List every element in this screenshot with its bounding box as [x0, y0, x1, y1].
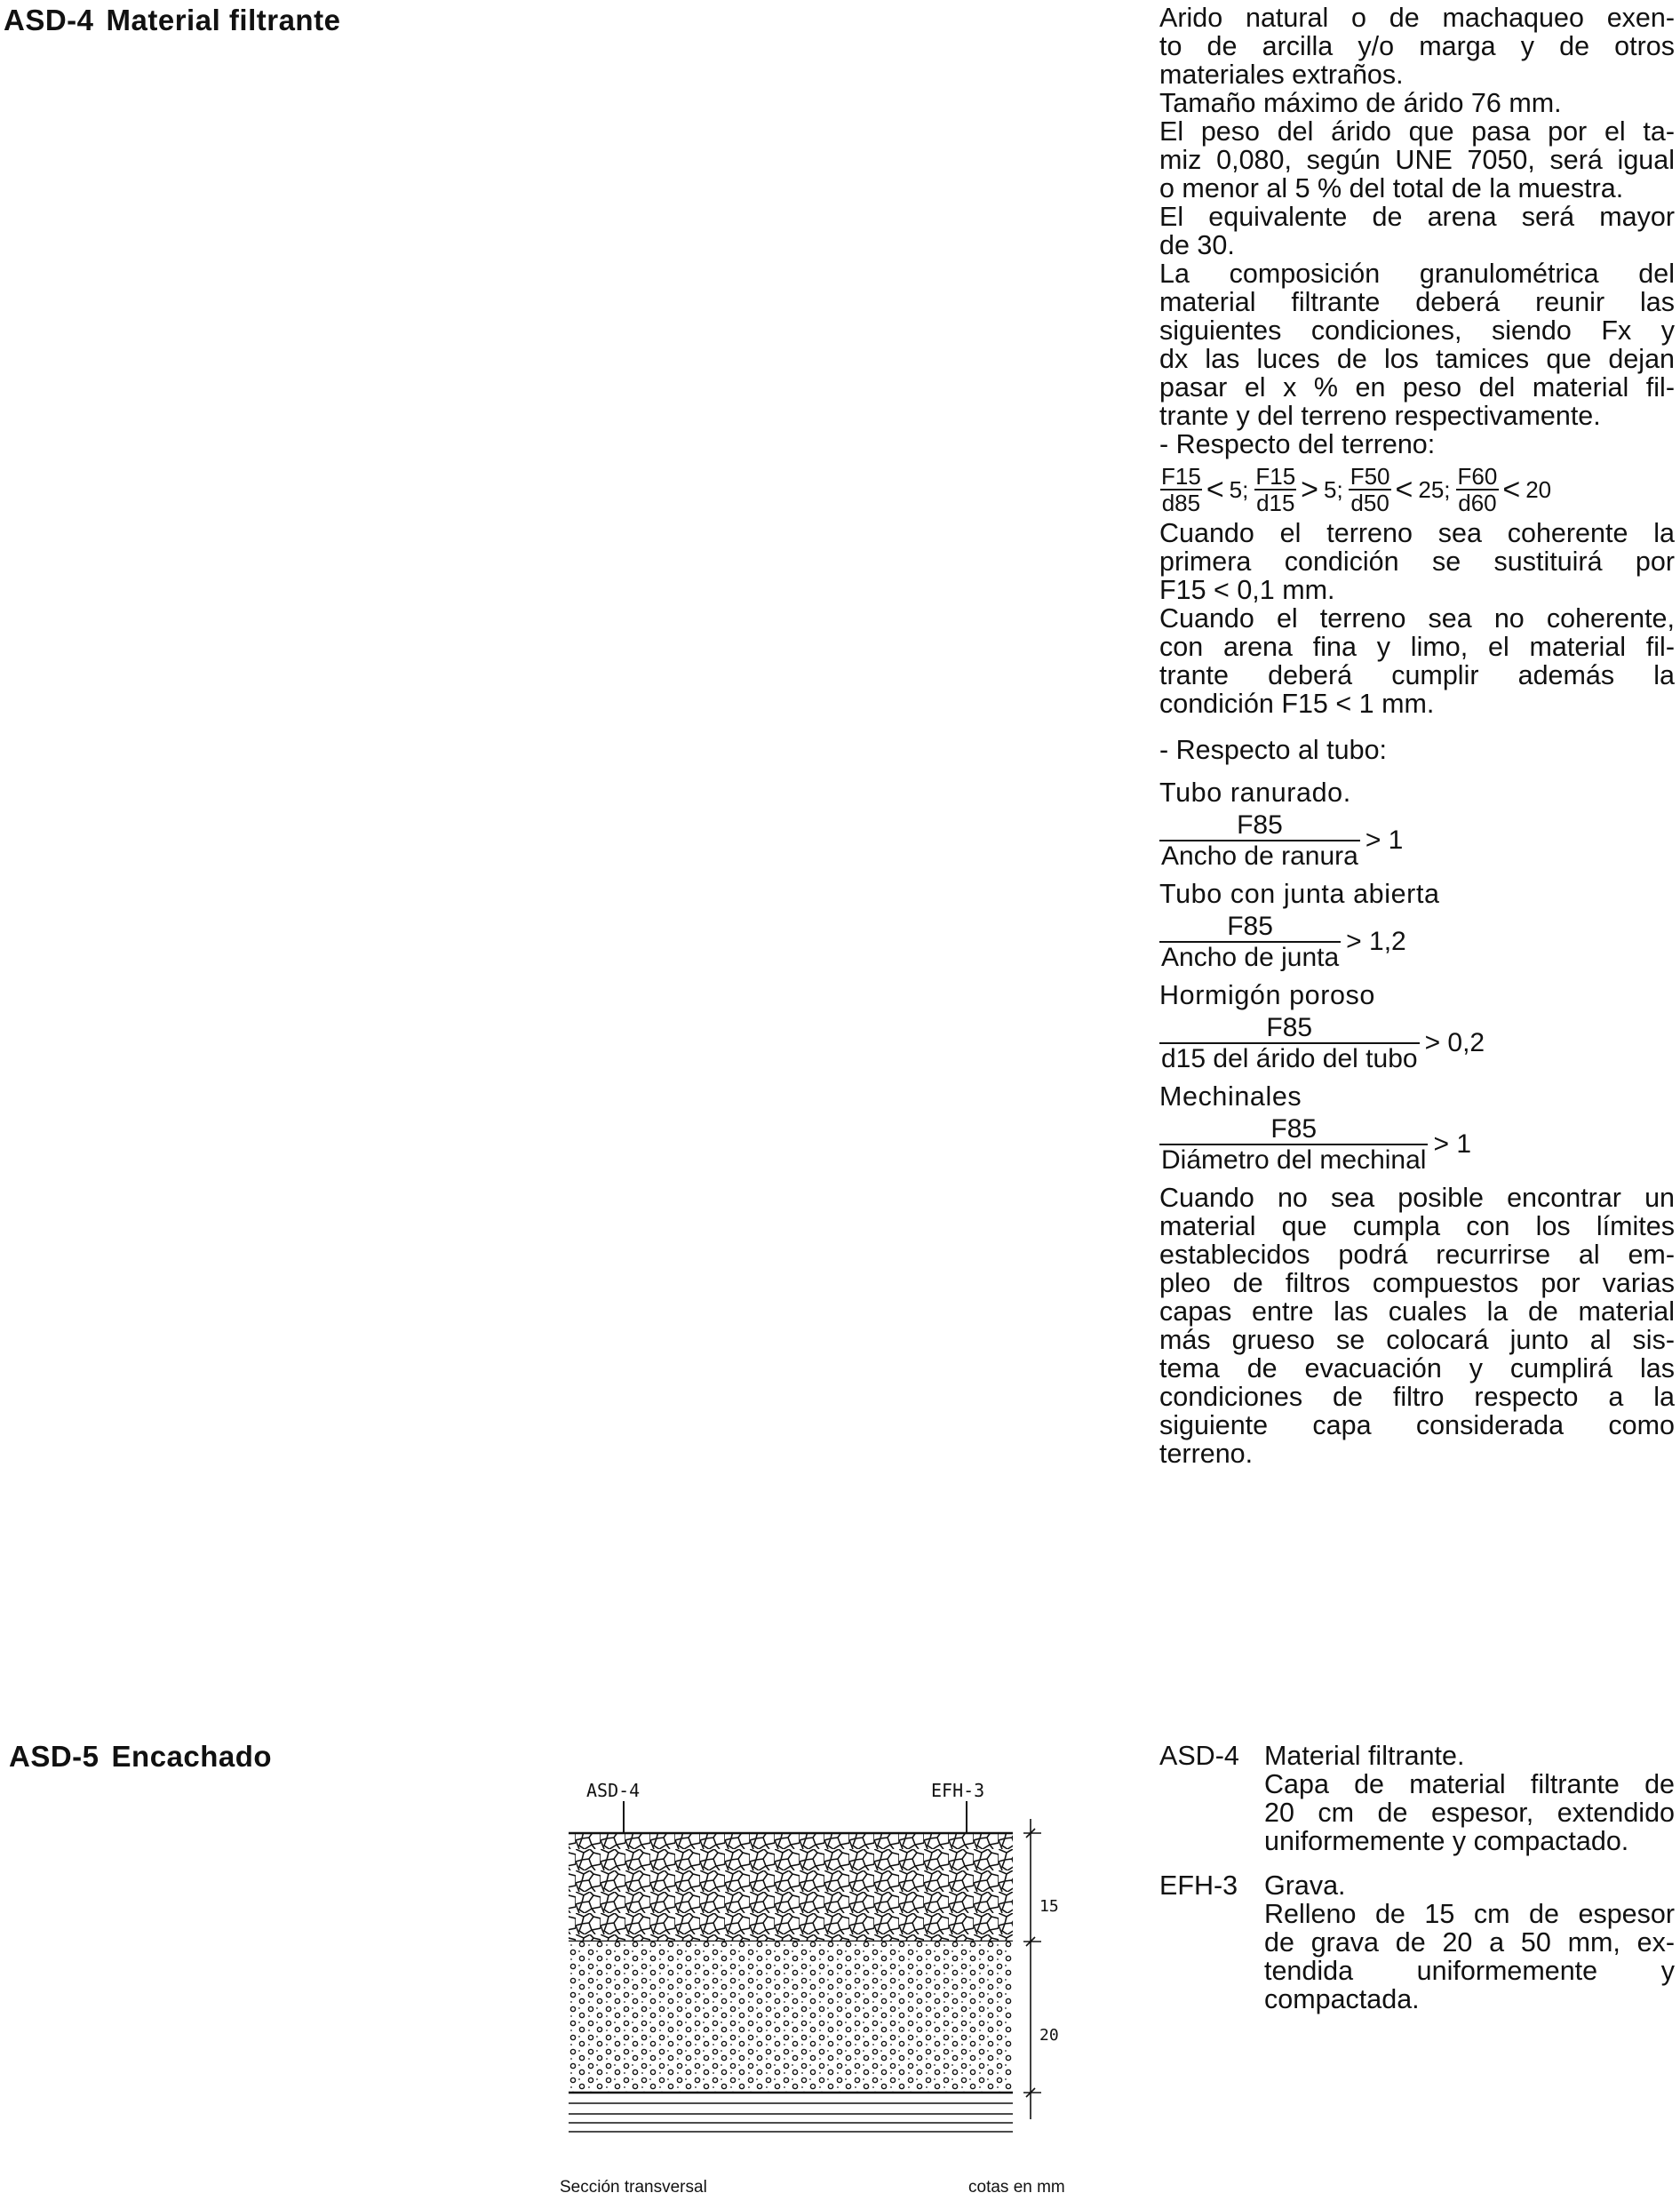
legend-code: ASD-4: [1159, 1741, 1239, 1771]
fraction-numerator: F60: [1457, 463, 1498, 490]
paragraph-block: [1159, 1184, 1675, 1468]
ratio-value: 20: [1525, 476, 1552, 503]
text-line: de 30.: [1159, 230, 1235, 260]
tube-condition-value: > 0,2: [1424, 1028, 1485, 1057]
ratio-value: 5;: [1229, 476, 1249, 503]
text-line: tema de evacuación y cumplirá las: [1159, 1353, 1675, 1384]
section-title: Material filtrante: [106, 4, 341, 36]
cross-section-drawing: [551, 1764, 1119, 2201]
ratio-relation: <: [1502, 473, 1521, 506]
text-line: condición F15 < 1 mm.: [1159, 689, 1435, 719]
fraction-denominator: d15 del árido del tubo: [1161, 1044, 1418, 1073]
asd4-text-column: [1159, 4, 1675, 1468]
tube-fraction: [1159, 1013, 1420, 1073]
fraction-denominator: d60: [1458, 490, 1497, 516]
fraction-numerator: F85: [1227, 912, 1273, 941]
tube-fraction-row: [1159, 1013, 1675, 1073]
tube-label: Mechinales: [1159, 1081, 1302, 1112]
text-line: siguiente capa considerada como: [1159, 1410, 1675, 1440]
fraction-denominator: Ancho de junta: [1161, 943, 1340, 972]
tube-condition-value: > 1: [1365, 825, 1404, 855]
fraction-denominator: d15: [1256, 490, 1295, 516]
tube-fraction-row: [1159, 912, 1675, 972]
section-heading-asd4: [4, 4, 340, 37]
ratio-fraction: [1456, 464, 1500, 515]
text-line: pleo de filtros compuestos por varias: [1159, 1268, 1675, 1298]
tube-condition-value: > 1: [1433, 1129, 1472, 1159]
text-line: siguientes condiciones, siendo Fx y: [1159, 315, 1675, 346]
section-title: Encachado: [111, 1740, 273, 1773]
tube-fraction: [1159, 912, 1341, 972]
text-line: Arido natural o de machaqueo exen-: [1159, 3, 1675, 33]
text-line: condiciones de filtro respecto a la: [1159, 1382, 1675, 1412]
tube-label: Hormigón poroso: [1159, 980, 1375, 1010]
label-asd4: ASD-4: [586, 1780, 641, 1801]
tube-fraction: [1159, 810, 1360, 871]
ratio-fraction: [1159, 464, 1203, 515]
text-line: Cuando el terreno sea coherente la: [1159, 518, 1675, 548]
legend-desc-line: Capa de material filtrante de: [1264, 1769, 1675, 1799]
tube-fraction: [1159, 1114, 1428, 1175]
tube-conditions: [1159, 778, 1675, 1175]
text-line: terreno.: [1159, 1439, 1254, 1469]
text-line: La composición granulométrica del: [1159, 259, 1675, 289]
fraction-numerator: F85: [1266, 1013, 1313, 1042]
caption-section: Sección transversal: [560, 2178, 707, 2197]
fraction-numerator: F85: [1237, 810, 1283, 840]
text-line: más grueso se colocará junto al sis-: [1159, 1325, 1675, 1355]
fraction-numerator: F15: [1255, 463, 1296, 490]
paragraph-block: [1159, 519, 1675, 718]
text-line: pasar el x % en peso del material fil-: [1159, 372, 1675, 403]
legend-item: [1159, 1742, 1675, 1855]
fraction-denominator: d50: [1350, 490, 1389, 516]
text-line: to de arcilla y/o marga y de otros: [1159, 31, 1675, 61]
text-line: Tamaño máximo de árido 76 mm.: [1159, 88, 1562, 118]
section-heading-asd5: [9, 1740, 272, 1774]
fraction-numerator: F50: [1350, 463, 1390, 490]
tube-intro: - Respecto al tubo:: [1159, 735, 1388, 765]
text-line: capas entre las cuales la de material: [1159, 1296, 1675, 1327]
text-line: Cuando el terreno sea no coherente,: [1159, 603, 1675, 634]
ratio-fraction: [1254, 464, 1297, 515]
text-line: establecidos podrá recurrirse al em-: [1159, 1240, 1675, 1270]
soil-ratio-conditions: [1159, 464, 1675, 515]
text-line: F15 < 0,1 mm.: [1159, 575, 1335, 605]
ratio-relation: >: [1301, 473, 1319, 506]
paragraph-block: [1159, 4, 1675, 459]
text-line: trante deberá cumplir además la: [1159, 660, 1675, 690]
fraction-denominator: Ancho de ranura: [1161, 841, 1358, 871]
legend-desc-line: tendida uniformemente y: [1264, 1956, 1675, 1986]
text-line: - Respecto del terreno:: [1159, 429, 1436, 459]
fraction-denominator: d85: [1161, 490, 1201, 516]
legend-desc-line: Relleno de 15 cm de espesor: [1264, 1899, 1675, 1929]
text-line: primera condición se sustituirá por: [1159, 546, 1675, 577]
legend-title: Grava.: [1264, 1870, 1346, 1901]
caption-units: cotas en mm: [968, 2178, 1065, 2197]
tube-fraction-row: [1159, 810, 1675, 871]
legend-body: [1264, 1742, 1675, 1855]
label-efh3: EFH-3: [931, 1780, 985, 1801]
text-line: El equivalente de arena será mayor: [1159, 202, 1675, 232]
tube-label: Tubo con junta abierta: [1159, 879, 1440, 909]
dimension-bottom: 20: [1039, 2026, 1059, 2045]
ratio-value: 5;: [1324, 476, 1343, 503]
ratio-value: 25;: [1418, 476, 1451, 503]
asd5-legend: [1159, 1742, 1675, 2030]
text-line: material que cumpla con los límites: [1159, 1211, 1675, 1241]
tube-label: Tubo ranurado.: [1159, 778, 1351, 808]
ratio-fraction: [1349, 464, 1392, 515]
text-line: El peso del árido que pasa por el ta-: [1159, 116, 1675, 147]
legend-title: Material filtrante.: [1264, 1741, 1465, 1771]
text-line: materiales extraños.: [1159, 60, 1404, 90]
fraction-numerator: F15: [1161, 463, 1201, 490]
legend-body: [1264, 1871, 1675, 2014]
legend-desc-line: de grava de 20 a 50 mm, ex-: [1264, 1927, 1675, 1958]
legend-desc-line: uniformemente y compactado.: [1264, 1826, 1629, 1856]
legend-item: [1159, 1871, 1675, 2014]
section-code: ASD-5: [9, 1740, 100, 1773]
dimension-top: 15: [1039, 1897, 1059, 1916]
section-svg: [551, 1764, 1119, 2181]
fraction-denominator: Diámetro del mechinal: [1161, 1145, 1427, 1175]
ratio-relation: <: [1206, 473, 1224, 506]
text-line: material filtrante deberá reunir las: [1159, 287, 1675, 317]
text-line: miz 0,080, según UNE 7050, será igual: [1159, 145, 1675, 175]
text-line: trante y del terreno respectivamente.: [1159, 401, 1601, 431]
text-line: Cuando no sea posible encontrar un: [1159, 1183, 1675, 1213]
legend-code: EFH-3: [1159, 1870, 1238, 1901]
tube-fraction-row: [1159, 1114, 1675, 1175]
text-line: o menor al 5 % del total de la muestra.: [1159, 173, 1624, 203]
text-line: dx las luces de los tamices que dejan: [1159, 344, 1675, 374]
legend-desc-line: compactada.: [1264, 1984, 1420, 2014]
section-code: ASD-4: [4, 4, 94, 36]
legend-desc-line: 20 cm de espesor, extendido: [1264, 1798, 1675, 1828]
fraction-numerator: F85: [1270, 1114, 1318, 1144]
ratio-relation: <: [1395, 473, 1413, 506]
text-line: con arena fina y limo, el material fil-: [1159, 632, 1675, 662]
tube-condition-value: > 1,2: [1346, 927, 1406, 956]
